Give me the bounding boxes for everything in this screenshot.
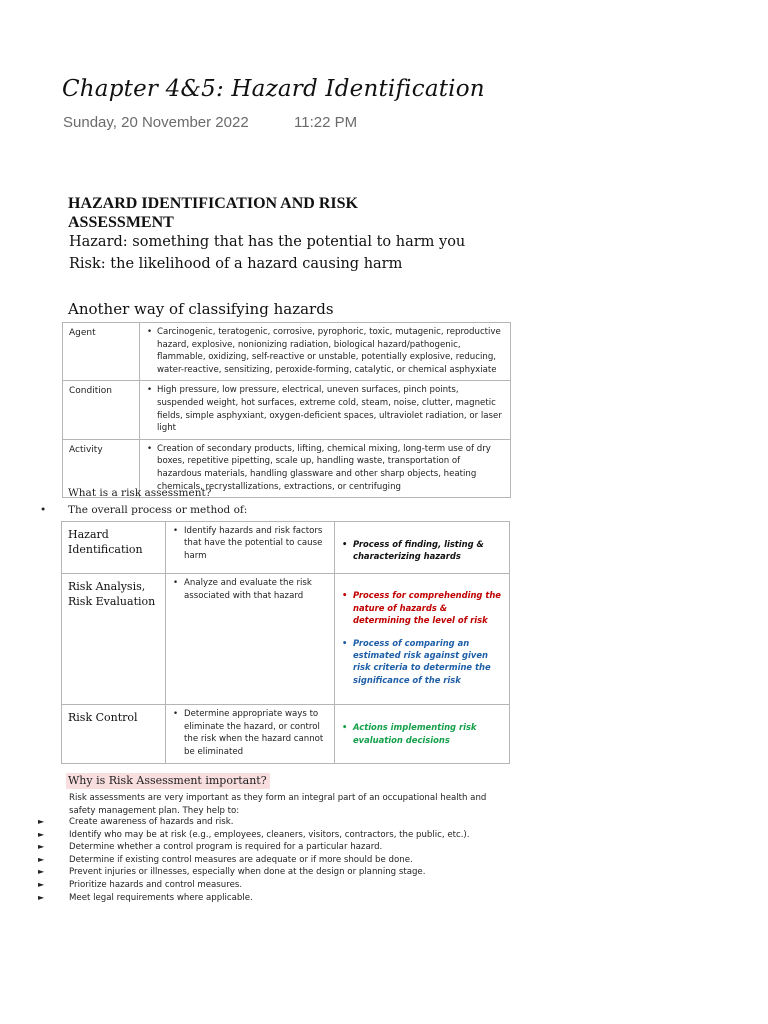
bullet-icon: • (40, 504, 47, 516)
right-triangle-arrow-icon: ► (38, 829, 45, 839)
benefits-list (38, 816, 470, 904)
note-date: Sunday, 20 November 2022 (63, 114, 249, 131)
table-row (62, 705, 510, 764)
hazard-definition: Hazard: something that has the potential to harm you (69, 234, 466, 250)
list-item: • Analyze and evaluate the risk associated with that hazard (170, 577, 330, 602)
hazard-classification-table (62, 322, 511, 498)
list-item: • High pressure, low pressure, electrical, uneven surfaces, pinch points, suspended weight, hot surfaces, extreme cold, steam, noise, clutter, magnetic fields, simple asphyxiant, oxygen-deficient spaces, ultraviolet radiation, or laser light (144, 384, 506, 434)
list-item: • Determine appropriate ways to eliminate the hazard, or control the risk when the hazard cannot be eliminated (170, 708, 330, 758)
list-item: • Creation of secondary products, lifting, chemical mixing, long-term use of dry boxes, repetitive pipetting, scale up, handling waste, transportation of hazardous materials, handling glassware and other sharp objects, heating chemicals, recrystallizations, extractions, or centrifuging (144, 443, 506, 493)
right-triangle-arrow-icon: ► (38, 817, 45, 826)
description-cell (166, 705, 335, 764)
step-cell: Hazard Identification (62, 522, 166, 574)
risk-process-table (61, 521, 510, 764)
note-item: • Process of comparing an estimated risk against given risk criteria to determine the significance of the risk (339, 637, 505, 686)
category-cell: Agent (63, 323, 140, 381)
table-row (62, 574, 510, 705)
description-cell (166, 574, 335, 705)
list-item: ► Determine if existing control measures are adequate or if more should be done. (38, 854, 413, 865)
description-cell (140, 323, 511, 381)
note-cell (335, 522, 510, 574)
classify-heading: Another way of classifying hazards (68, 300, 334, 318)
description-cell (166, 522, 335, 574)
list-item: ► Determine whether a control program is required for a particular hazard. (38, 842, 383, 853)
right-triangle-arrow-icon: ► (38, 842, 45, 852)
list-item: ► Create awareness of hazards and risk. (38, 817, 234, 827)
category-cell: Condition (63, 381, 140, 439)
right-triangle-arrow-icon: ► (38, 854, 45, 864)
overall-process-bullet (40, 504, 247, 516)
overall-process-text: The overall process or method of: (68, 504, 248, 516)
category-cell: Activity (63, 439, 140, 497)
step-cell: Risk Control (62, 705, 166, 764)
description-cell (140, 381, 511, 439)
note-item: • Actions implementing risk evaluation decisions (339, 721, 505, 745)
note-item: • Process for comprehending the nature of hazards & determining the level of risk (339, 589, 505, 626)
note-cell (335, 705, 510, 764)
list-item: ► Identify who may be at risk (e.g., employees, cleaners, visitors, contractors, the public, etc.). (38, 829, 470, 840)
table-row (62, 522, 510, 574)
step-cell: Risk Analysis, Risk Evaluation (62, 574, 166, 705)
why-paragraph: Risk assessments are very important as they form an integral part of an occupational health and safety management plan. They help to: (69, 793, 487, 816)
right-triangle-arrow-icon: ► (38, 867, 45, 877)
list-item: • Carcinogenic, teratogenic, corrosive, pyrophoric, toxic, mutagenic, reproductive hazard, explosive, nonionizing radiation, biological hazard/pathogenic, flammable, oxidizing, self-reactive or unstable, potentially explosive, reducing, water-reactive, sensitizing, peroxide-forming, catalytic, or chemical asphyxiate (144, 326, 506, 376)
risk-assessment-question: What is a risk assessment? (68, 487, 212, 499)
note-cell (335, 574, 510, 705)
section-heading: HAZARD IDENTIFICATION AND RISK ASSESSMENT (68, 195, 358, 231)
list-item: ► Prevent injuries or illnesses, especially when done at the design or planning stage. (38, 867, 426, 878)
right-triangle-arrow-icon: ► (38, 879, 45, 889)
why-heading: Why is Risk Assessment important? (66, 773, 270, 789)
table-row (63, 323, 511, 381)
list-item: ► Prioritize hazards and control measures. (38, 879, 243, 890)
list-item: • Identify hazards and risk factors that have the potential to cause harm (170, 525, 330, 562)
note-item: • Process of finding, listing & characterizing hazards (339, 538, 505, 562)
risk-definition: Risk: the likelihood of a hazard causing harm (69, 256, 403, 272)
right-triangle-arrow-icon: ► (38, 892, 45, 902)
table-row (63, 381, 511, 439)
note-time: 11:22 PM (294, 114, 358, 131)
page-title: Chapter 4&5: Hazard Identification (62, 76, 485, 102)
list-item: ► Meet legal requirements where applicable. (38, 892, 253, 903)
